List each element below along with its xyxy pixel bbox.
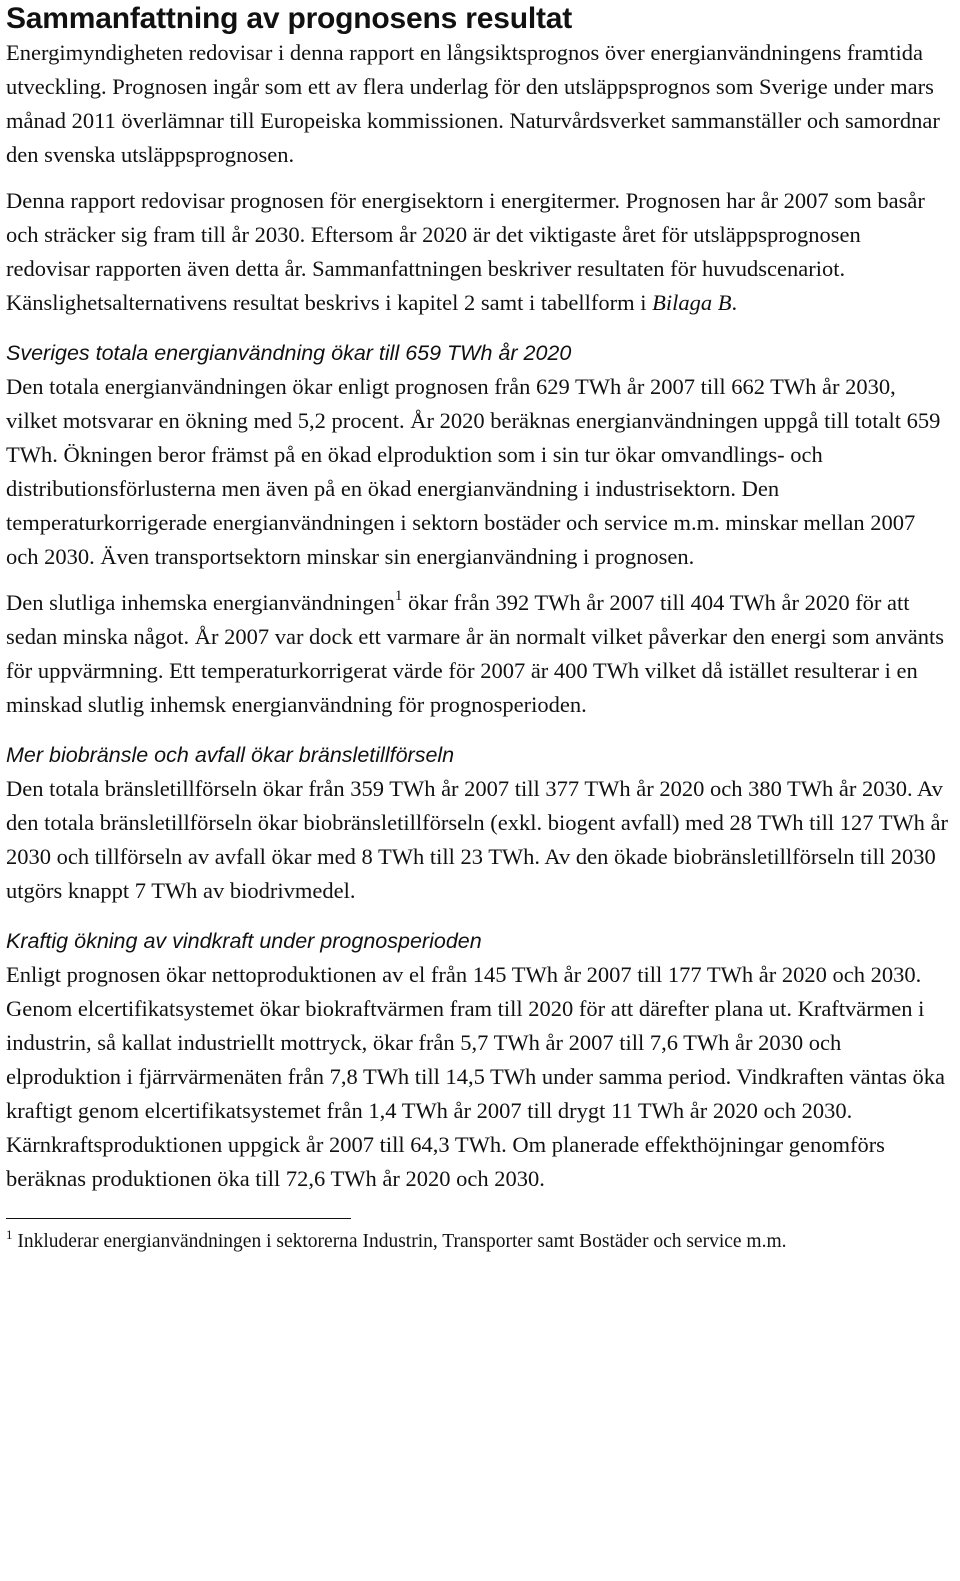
intro-paragraph-2 (6, 184, 950, 320)
energy-use-paragraph-1: Den totala energianvändningen ökar enligt prognosen från 629 TWh år 2007 till 662 TWh år 2030, vilket motsvarar en ökning med 5,2 procent. År 2020 beräknas energianvändningen uppgå till totalt 659 TWh. Ökningen beror främst på en ökad elproduktion som i sin tur ökar omvandlings- och distributionsförlusterna men även på en ökad energianvändning i industrisektorn. Den temperaturkorrigerade energianvändningen i sektorn bostäder och service m.m. minskar mellan 2007 och 2030. Även transportsektorn minskar sin energianvändning i prognosen. (6, 374, 941, 569)
intro-paragraph-2-text: Denna rapport redovisar prognosen för energisektorn i energitermer. Prognosen har år 2007 som basår och sträcker sig fram till år 2030. Eftersom år 2020 är det viktigaste året för utsläppsprognosen redovisar rapporten även detta år. Sammanfattningen beskriver resultaten för huvudscenariot. Känslighetsalternativens resultat beskrivs i kapitel 2 samt i tabellform i (6, 188, 925, 315)
footnote-divider (6, 1218, 351, 1219)
energy-use-paragraph-2-rest: ökar från 392 TWh år 2007 till 404 TWh år 2020 för att sedan minska något. År 2007 var dock ett varmare år än normalt vilket påverkar den energi som använts för uppvärmning. Ett temperaturkorrigerat värde för 2007 är 400 TWh vilket då istället resulterar i en minskad slutlig inhemsk energianvändning för prognosperioden. (6, 590, 945, 717)
footnote-reference[interactable]: 1 (394, 587, 403, 604)
wind-power-paragraph: Enligt prognosen ökar nettoproduktionen av el från 145 TWh år 2007 till 177 TWh år 2020 och 2030. Genom elcertifikatsystemet ökar biokraftvärmen fram till 2020 för att därefter plana ut. Kraftvärmen i industrin, så kallat industriellt mottryck, ökar från 5,7 TWh år 2007 till 7,6 TWh år 2030 och elproduktion i fjärrvärmenäten från 7,8 TWh till 14,5 TWh under samma period. Vindkraften väntas öka kraftigt genom elcertifikatsystemet från 1,4 TWh år 2007 till drygt 11 TWh år 2020 och 2030. Kärnkraftsproduktionen uppgick år 2007 till 64,3 TWh. Om planerade effekthöjningar genomförs beräknas produktionen öka till 72,6 TWh år 2020 och 2030. (6, 962, 946, 1191)
page-title: Sammanfattning av prognosens resultat (6, 2, 573, 35)
footnote-text: Inkluderar energianvändningen i sektorerna Industrin, Transporter samt Bostäder och service m.m. (12, 1231, 787, 1252)
intro-paragraph-1: Energimyndigheten redovisar i denna rapport en långsiktsprognos över energianvändningens framtida utveckling. Prognosen ingår som ett av flera underlag för den utsläppsprognos som Sverige under mars månad 2011 överlämnar till Europeiska kommissionen. Naturvårdsverket sammanställer och samordnar den svenska utsläppsprognosen. (6, 40, 940, 167)
footnote-number: 1 (6, 1226, 13, 1242)
section-heading-wind-power: Kraftig ökning av vindkraft under prognosperioden (6, 929, 482, 953)
fuel-supply-paragraph: Den totala bränsletillförseln ökar från 359 TWh år 2007 till 377 TWh år 2020 och 380 TWh år 2030. Av den totala bränsletillförseln ökar biobränsletillförseln (exkl. biogent avfall) med 28 TWh till 127 TWh år 2030 och tillförseln av avfall ökar med 8 TWh till 23 TWh. Av den ökade biobränsletillförseln till 2030 utgörs knappt 7 TWh av biodrivmedel. (6, 776, 949, 903)
intro-paragraph-2-end: . (731, 290, 738, 315)
document-page (6, 0, 950, 1256)
energy-use-paragraph-2 (6, 586, 950, 722)
footnote (6, 1227, 950, 1256)
section-heading-energy-use: Sveriges totala energianvändning ökar till 659 TWh år 2020 (6, 341, 572, 365)
bilaga-b-reference: Bilaga B (652, 290, 732, 315)
section-heading-fuel-supply: Mer biobränsle och avfall ökar bränsletillförseln (6, 743, 455, 767)
energy-use-paragraph-2-start: Den slutliga inhemska energianvändningen (6, 590, 395, 615)
